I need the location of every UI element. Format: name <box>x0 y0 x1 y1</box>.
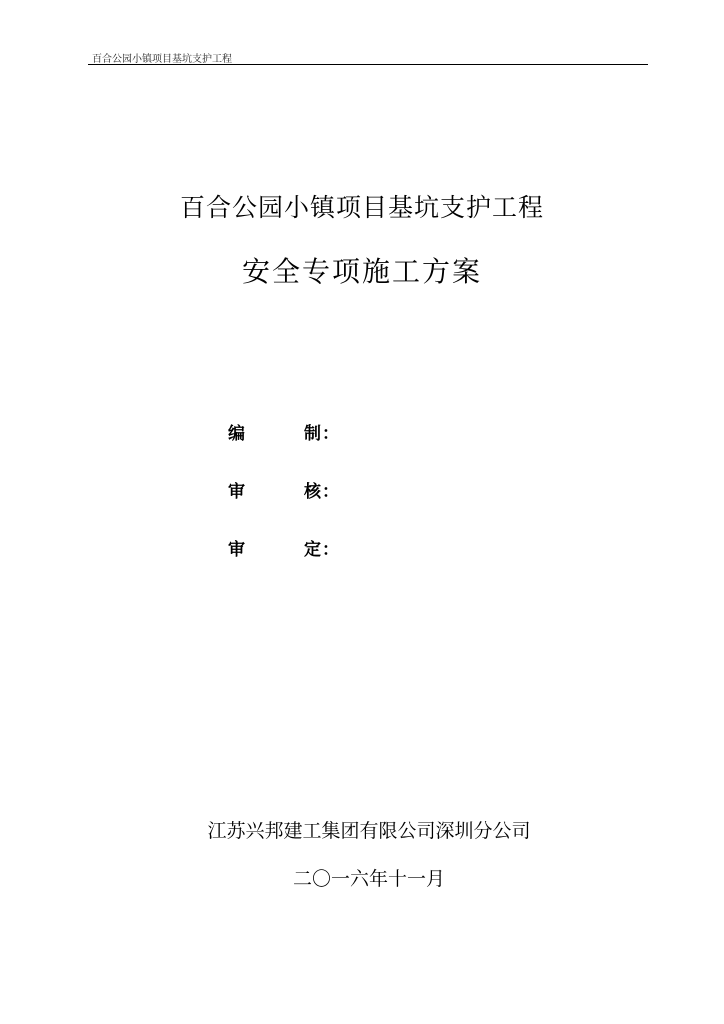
signature-label-char: 定 <box>304 540 321 560</box>
signature-colon: ： <box>322 540 339 560</box>
signature-colon: ： <box>322 482 339 502</box>
header-divider <box>88 64 648 65</box>
document-title: 安全专项施工方案 <box>241 255 482 288</box>
signature-label-char: 审 <box>228 540 245 560</box>
project-title: 百合公园小镇项目基坑支护工程 <box>179 193 544 222</box>
signature-label-char: 审 <box>228 482 245 502</box>
document-date: 二〇一六年十一月 <box>292 868 445 890</box>
signature-colon: ： <box>322 424 339 444</box>
signature-label-char: 核 <box>304 482 321 502</box>
signature-label-char: 制 <box>304 424 321 444</box>
running-header: 百合公园小镇项目基坑支护工程 <box>92 54 232 65</box>
company-name: 江苏兴邦建工集团有限公司深圳分公司 <box>207 820 531 842</box>
signature-label-char: 编 <box>228 424 245 444</box>
